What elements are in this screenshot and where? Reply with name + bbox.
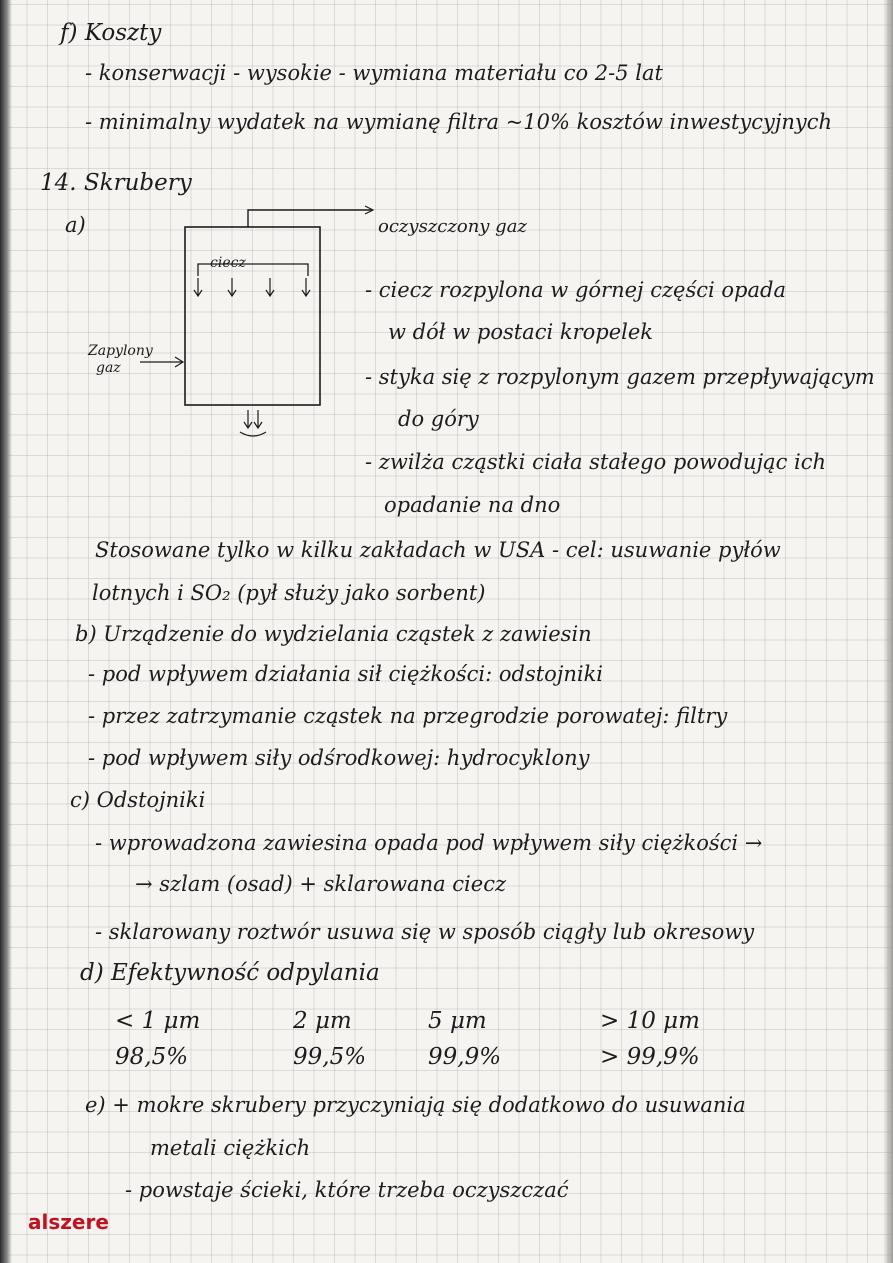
section-f-item: - konserwacji - wysokie - wymiana materiału co 2-5 lat bbox=[85, 61, 663, 85]
part-c-item: - sklarowany roztwór usuwa się w sposób ciągły lub okresowy bbox=[95, 920, 755, 944]
inlet-label: Zapylony bbox=[88, 343, 153, 359]
efficiency-cell: 99,9% bbox=[428, 1044, 502, 1070]
usage-note: Stosowane tylko w kilku zakładach w USA - cel: usuwanie pyłów bbox=[95, 538, 781, 562]
spray-nozzles bbox=[194, 278, 310, 296]
size-cell: 2 μm bbox=[293, 1008, 352, 1034]
efficiency-cell: > 99,9% bbox=[600, 1044, 700, 1070]
part-e-line: - powstaje ścieki, które trzeba oczyszczać bbox=[125, 1178, 569, 1202]
part-b-heading: b) Urządzenie do wydzielania cząstek z zawiesin bbox=[75, 622, 592, 646]
section-14-heading: 14. Skrubery bbox=[40, 170, 192, 196]
part-a-bullet: - ciecz rozpylona w górnej części opada bbox=[365, 278, 786, 302]
scrubber-diagram bbox=[80, 200, 380, 450]
part-a-bullet: - zwilża cząstki ciała stałego powodując ich bbox=[365, 450, 827, 474]
part-c-item: - wprowadzona zawiesina opada pod wpływem siły ciężkości → bbox=[95, 831, 763, 855]
page-edge-left bbox=[0, 0, 12, 1263]
part-a-bullet: do góry bbox=[398, 407, 479, 431]
outlet-label: oczyszczony gaz bbox=[378, 216, 527, 237]
inlet-label: gaz bbox=[96, 360, 121, 376]
part-b-item: - przez zatrzymanie cząstek na przegrodzie porowatej: filtry bbox=[88, 704, 728, 728]
size-cell: 5 μm bbox=[428, 1008, 487, 1034]
page-edge-right bbox=[883, 0, 893, 1263]
section-f-heading: f) Koszty bbox=[60, 20, 162, 46]
part-c-item: → szlam (osad) + sklarowana ciecz bbox=[135, 872, 507, 896]
efficiency-cell: 98,5% bbox=[115, 1044, 189, 1070]
size-cell: < 1 μm bbox=[115, 1008, 201, 1034]
section-f-item: - minimalny wydatek na wymianę filtra ~10% kosztów inwestycyjnych bbox=[85, 110, 833, 134]
part-e-line: metali ciężkich bbox=[150, 1136, 311, 1160]
part-b-item: - pod wpływem siły odśrodkowej: hydrocyklony bbox=[88, 746, 590, 770]
scrubber-vessel bbox=[185, 227, 320, 405]
usage-note: lotnych i SO₂ (pył służy jako sorbent) bbox=[92, 581, 486, 605]
part-e-line: e) + mokre skrubery przyczyniają się dodatkowo do usuwania bbox=[85, 1093, 746, 1117]
part-a-label: a) bbox=[65, 213, 86, 237]
part-d-heading: d) Efektywność odpylania bbox=[80, 960, 380, 986]
part-a-bullet: - styka się z rozpylonym gazem przepływającym bbox=[365, 365, 875, 389]
size-cell: > 10 μm bbox=[600, 1008, 700, 1034]
liquid-label: ciecz bbox=[210, 255, 246, 271]
part-c-heading: c) Odstojniki bbox=[70, 788, 206, 812]
sludge-outlet-icon bbox=[240, 410, 266, 436]
part-b-item: - pod wpływem działania sił ciężkości: odstojniki bbox=[88, 662, 604, 686]
part-a-bullet: opadanie na dno bbox=[384, 493, 561, 517]
efficiency-cell: 99,5% bbox=[293, 1044, 367, 1070]
part-a-bullet: w dół w postaci kropelek bbox=[388, 320, 653, 344]
watermark: alszere bbox=[28, 1210, 109, 1234]
gas-outlet-pipe bbox=[248, 210, 372, 227]
